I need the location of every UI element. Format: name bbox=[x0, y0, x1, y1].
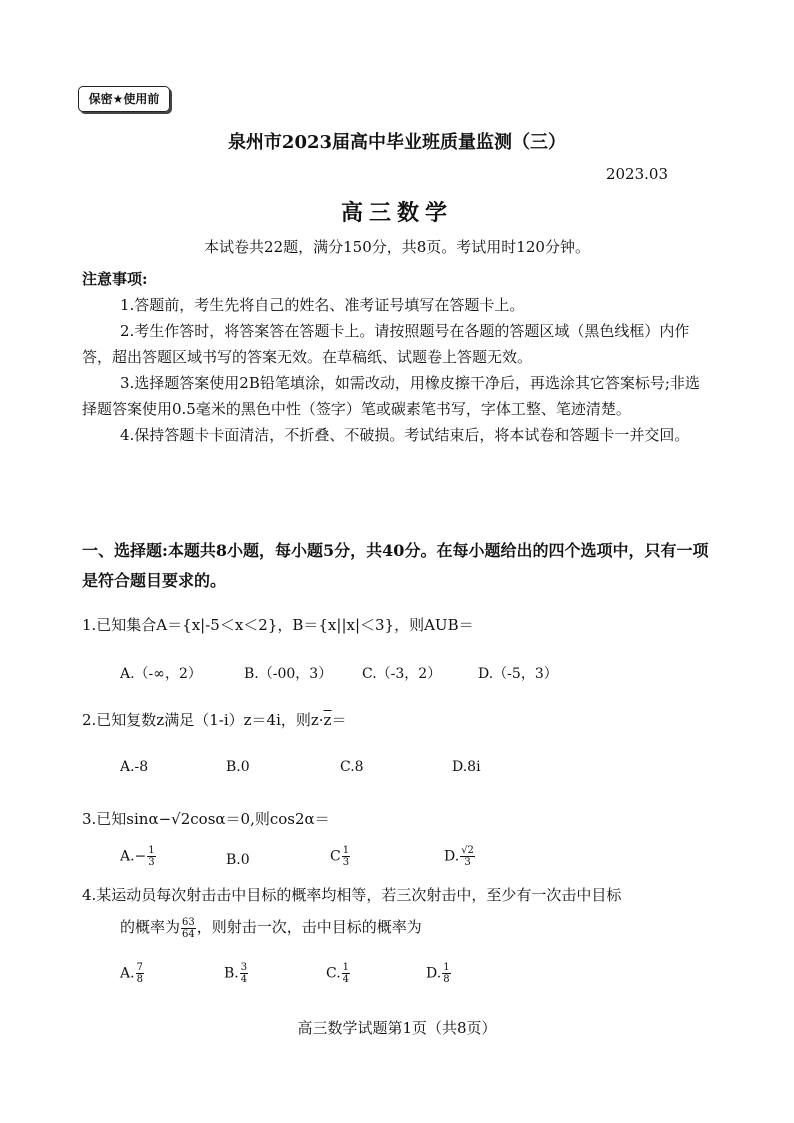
q3-option-b: B.0 bbox=[226, 852, 250, 868]
notice-item: 2.考生作答时，将答案答在答题卡上。请按照题号在各题的答题区域（黑色线框）内作答，超出答题区域书写的答案无效。在草稿纸、试题卷上答题无效。 bbox=[82, 322, 690, 366]
q3-d-fraction bbox=[460, 845, 475, 868]
q3-d-num: √2 bbox=[461, 845, 474, 856]
q4-line2-pre: 的概率为 bbox=[120, 918, 181, 936]
q4-d-num: 1 bbox=[443, 962, 450, 973]
q4-b-label: B. bbox=[224, 965, 239, 982]
q4-c-label: C. bbox=[326, 965, 341, 982]
subject-title: 高三数学 bbox=[340, 200, 453, 226]
q2-option-a: A.-8 bbox=[120, 759, 149, 775]
q1-option-d: D.（-5，3） bbox=[478, 666, 558, 682]
exam-title: 泉州市2023届高中毕业班质量监测（三） bbox=[227, 132, 567, 153]
q4-option-c bbox=[326, 962, 351, 985]
q4-fraction bbox=[181, 917, 196, 940]
notice-heading: 注意事项: bbox=[82, 270, 148, 288]
notice-item: 4.保持答题卡卡面清洁，不折叠、不破损。考试结束后，将本试卷和答题卡一并交回。 bbox=[120, 426, 690, 444]
q2-stem-text: 2.已知复数z满足（1-i）z＝4i，则z· bbox=[82, 711, 324, 729]
q2-option-d: D.8i bbox=[452, 759, 481, 775]
q1-option-a: A.（-∞，2） bbox=[120, 666, 202, 682]
q3-option-c bbox=[330, 845, 351, 868]
question-3-stem: 3.已知sinα−√2cosα＝0,则cos2α＝ bbox=[82, 810, 330, 828]
notice-item: 1.答题前，考生先将自己的姓名、准考证号填写在答题卡上。 bbox=[120, 296, 525, 314]
q3-d-label: D. bbox=[444, 848, 460, 865]
q3-c-num: 1 bbox=[342, 845, 350, 856]
q4-d-label: D. bbox=[426, 965, 442, 982]
question-4-line2 bbox=[120, 916, 422, 940]
q4-b-num: 3 bbox=[240, 962, 248, 973]
q2-option-b: B.0 bbox=[226, 759, 250, 775]
q4-frac-num: 63 bbox=[182, 916, 195, 928]
q4-option-a bbox=[120, 962, 145, 985]
q4-option-b bbox=[224, 962, 249, 985]
q4-a-fraction bbox=[136, 962, 144, 985]
exam-intro: 本试卷共22题，满分150分，共8页。考试用时120分钟。 bbox=[204, 238, 590, 256]
q4-c-num: 1 bbox=[342, 962, 350, 973]
notice-block bbox=[82, 266, 712, 448]
question-4-line1: 4.某运动员每次射击击中目标的概率均相等，若三次射击中，至少有一次击中目标 bbox=[82, 886, 622, 904]
q4-c-den: 4 bbox=[342, 974, 350, 985]
q4-c-fraction bbox=[342, 962, 350, 985]
q3-option-d bbox=[444, 845, 476, 868]
q4-b-fraction bbox=[240, 962, 248, 985]
q4-option-d bbox=[426, 962, 452, 985]
question-1-stem: 1.已知集合A＝{x|-5＜x＜2}，B＝{x||x|＜3}，则AUB＝ bbox=[82, 616, 474, 634]
q4-b-den: 4 bbox=[240, 974, 248, 985]
q4-d-fraction bbox=[442, 962, 450, 985]
q4-a-den: 8 bbox=[136, 974, 143, 985]
notice-item: 3.选择题答案使用2B铅笔填涂，如需改动，用橡皮擦干净后，再选涂其它答案标号;非选择题答案使用0.5毫米的黑色中性（签字）笔或碳素笔书写，字体工整、笔迹清楚。 bbox=[82, 374, 700, 418]
confidential-badge: 保密★使用前 bbox=[78, 86, 170, 112]
q1-option-b: B.（-00，3） bbox=[244, 666, 333, 682]
q4-a-num: 7 bbox=[136, 962, 143, 973]
q1-option-c: C.（-3，2） bbox=[362, 666, 442, 682]
q3-a-num: 1 bbox=[148, 845, 155, 856]
q3-a-den: 3 bbox=[148, 857, 155, 868]
q4-line2-post: ，则射击一次，击中目标的概率为 bbox=[196, 918, 422, 936]
q2-stem-end: ＝ bbox=[331, 711, 347, 729]
question-2-stem bbox=[82, 709, 346, 730]
q4-frac-den: 64 bbox=[182, 928, 195, 940]
section-heading: 一、选择题:本题共8小题，每小题5分，共40分。在每小题给出的四个选项中，只有一项是符合题目要求的。 bbox=[82, 541, 709, 590]
q4-a-label: A. bbox=[120, 965, 135, 982]
q3-c-den: 3 bbox=[342, 857, 350, 868]
q2-option-c: C.8 bbox=[340, 759, 364, 775]
q3-a-fraction bbox=[147, 845, 155, 868]
exam-date: 2023.03 bbox=[605, 165, 668, 183]
q3-c-fraction bbox=[342, 845, 350, 868]
page-footer: 高三数学试题第1页（共8页） bbox=[297, 1019, 497, 1037]
q3-d-den: 3 bbox=[464, 857, 471, 868]
q2-conjugate: $\overline{z}$ bbox=[323, 711, 332, 729]
q3-a-label: A.− bbox=[120, 848, 147, 865]
q3-c-label: C bbox=[330, 848, 341, 865]
q4-d-den: 8 bbox=[443, 974, 450, 985]
q3-option-a bbox=[120, 845, 157, 868]
